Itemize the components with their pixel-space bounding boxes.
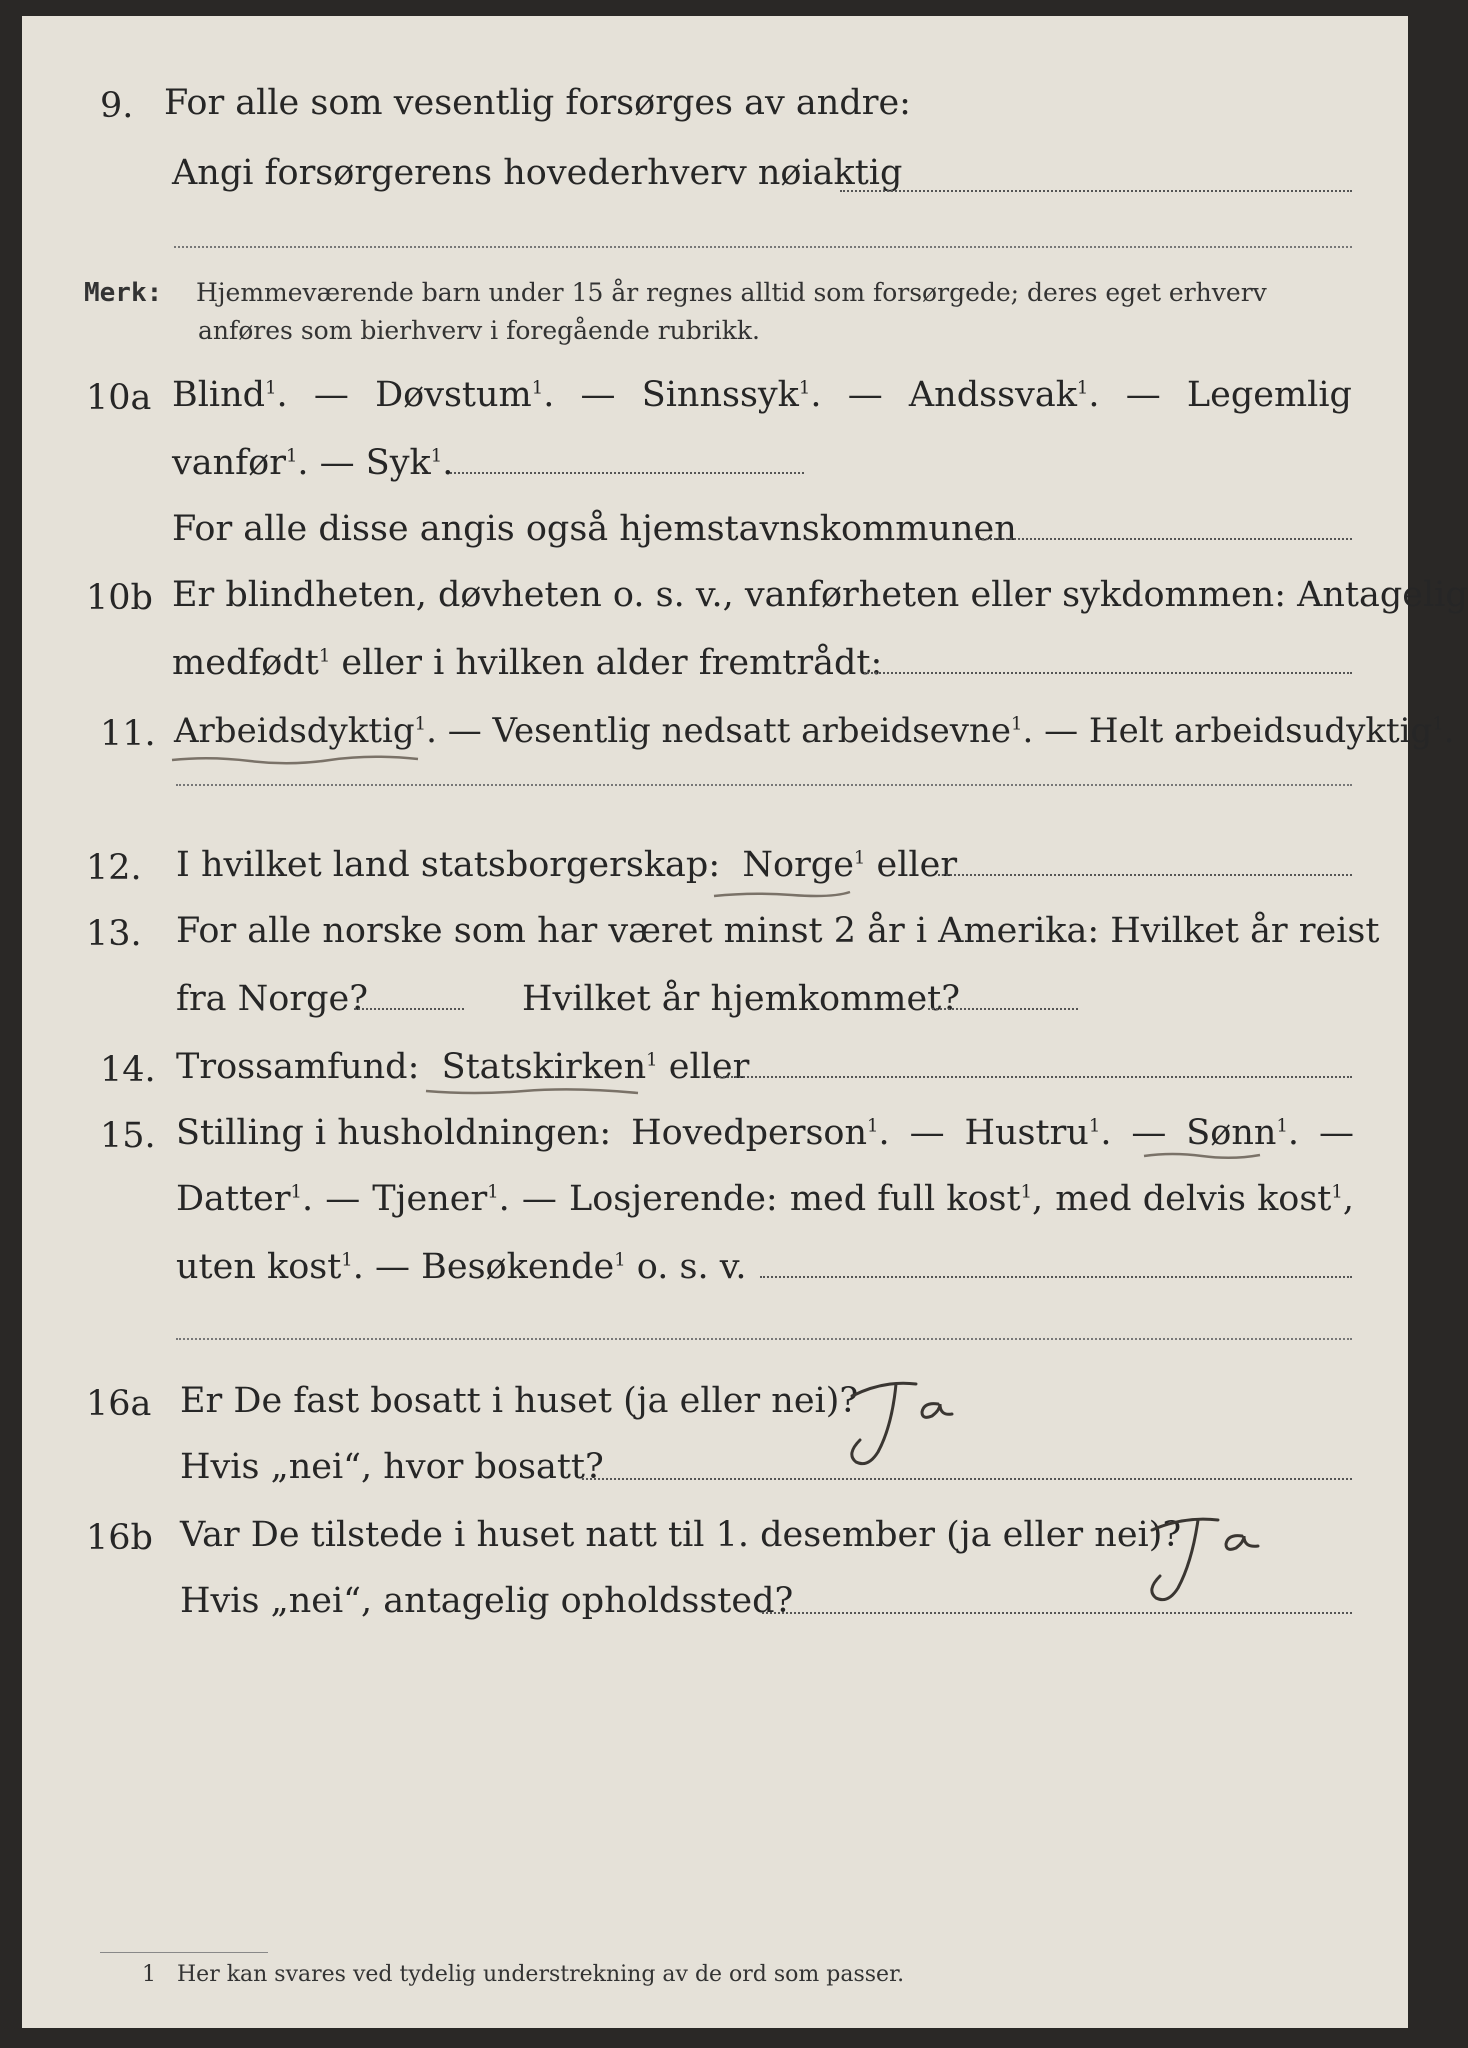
- reist-year-field[interactable]: [354, 1008, 464, 1010]
- q10b-answer-line[interactable]: [864, 672, 1352, 674]
- hustru-option: Hustru: [964, 1113, 1089, 1153]
- q11-answer-line[interactable]: [176, 784, 1352, 786]
- vanfor-option: vanfør: [172, 443, 286, 483]
- medfodt-option: medfødt: [172, 643, 319, 683]
- q10a-line3: For alle disse angis også hjemstavnskommunen: [172, 509, 1017, 549]
- sonn-underline: [1142, 1150, 1262, 1162]
- q13-fra-norge: fra Norge?: [176, 979, 368, 1019]
- q15-line3: uten kost$^1$. — Besøkende$^1$ o. s. v.: [176, 1247, 747, 1287]
- q16a-line1: Er De fast bosatt i huset (ja eller nei)?: [180, 1381, 859, 1421]
- syk-option: Syk: [365, 443, 431, 483]
- andssvak-option: Andssvak: [908, 375, 1077, 415]
- q10a-line2: vanfør$^1$. — Syk$^1$.: [172, 443, 454, 483]
- sinnssyk-option: Sinnssyk: [641, 375, 799, 415]
- q14-line: Trossamfund: Statskirken$^1$ eller: [176, 1047, 750, 1087]
- svg-text:Ja: Ja: [834, 1353, 848, 1370]
- helt-option: Helt arbeidsudyktig: [1088, 711, 1433, 751]
- sonn-option: Sønn: [1186, 1113, 1277, 1153]
- q13-line1: For alle norske som har været minst 2 år i Amerika: Hvilket år reist: [176, 911, 1380, 951]
- q9-answer-line[interactable]: [840, 190, 1352, 192]
- merk-line2: anføres som bierhverv i foregående rubrikk.: [198, 316, 760, 345]
- statskirken-option: Statskirken: [441, 1047, 647, 1087]
- q16b-number: 16b: [86, 1518, 153, 1558]
- q14-answer-line[interactable]: [716, 1076, 1352, 1078]
- q11-number: 11.: [100, 714, 156, 754]
- q12-line: I hvilket land statsborgerskap: Norge$^1$ eller: [176, 845, 958, 885]
- merk-label: Merk:: [84, 278, 163, 308]
- q9-line2: Angi forsørgerens hovederhverv nøiaktig: [172, 153, 903, 193]
- q16b-answer[interactable]: [1134, 1489, 1294, 1617]
- q15-line1: Stilling i husholdningen: Hovedperson$^1$. — Hustru$^1$. — Sønn$^1$. —: [176, 1113, 1354, 1153]
- statskirken-underline: [424, 1086, 640, 1098]
- q16b-line2: Hvis „nei“, antagelig opholdssted?: [180, 1581, 794, 1621]
- q10a-line1: Blind$^1$. — Døvstum$^1$. — Sinnssyk$^1$. — Andssvak$^1$. — Legemlig: [172, 375, 1352, 415]
- full-kost-option: med full kost: [789, 1179, 1021, 1219]
- hovedperson-option: Hovedperson: [631, 1113, 868, 1153]
- hjemstavn-answer-line[interactable]: [978, 538, 1352, 540]
- merk-line1: Hjemmeværende barn under 15 år regnes alltid som forsørgede; deres eget erhverv: [196, 278, 1267, 307]
- q9-number: 9.: [100, 86, 134, 126]
- q10b-line2: medfødt$^1$ eller i hvilken alder fremtrådt:: [172, 643, 883, 683]
- footnote-mark: 1: [142, 1962, 156, 1987]
- arbeidsdyktig-underline: [170, 754, 420, 766]
- q16b-line1: Var De tilstede i huset natt til 1. desember (ja eller nei)?: [180, 1515, 1182, 1555]
- q14-number: 14.: [100, 1050, 156, 1090]
- q16a-number: 16a: [86, 1384, 152, 1424]
- besokende-option: Besøkende: [421, 1247, 615, 1287]
- q10a-answer-line[interactable]: [450, 472, 804, 474]
- footnote: [142, 1962, 904, 1987]
- datter-option: Datter: [176, 1179, 291, 1219]
- q15-answer-line[interactable]: [760, 1276, 1352, 1278]
- q16a-answer[interactable]: [834, 1353, 984, 1481]
- norge-option: Norge: [742, 845, 854, 885]
- footnote-rule: [100, 1952, 268, 1953]
- q16a-handwriting: [834, 1353, 984, 1476]
- q13-number: 13.: [86, 914, 142, 954]
- q9-line1: For alle som vesentlig forsørges av andre:: [164, 83, 911, 123]
- q15-answer-line-2[interactable]: [176, 1338, 1352, 1340]
- q16b-answer-line[interactable]: [762, 1612, 1352, 1614]
- q9-answer-line-2[interactable]: [174, 246, 1352, 248]
- q12-answer-line[interactable]: [938, 874, 1352, 876]
- uten-kost-option: uten kost: [176, 1247, 342, 1287]
- q15-line2: Datter$^1$. — Tjener$^1$. — Losjerende: med full kost$^1$, med delvis kost$^1$,: [176, 1179, 1354, 1219]
- q16a-line2: Hvis „nei“, hvor bosatt?: [180, 1447, 604, 1487]
- form-page: [22, 16, 1468, 2028]
- arbeidsdyktig-option: Arbeidsdyktig: [174, 711, 415, 751]
- q10b-number: 10b: [86, 578, 153, 618]
- q16b-handwriting: [1134, 1489, 1294, 1612]
- q12-number: 12.: [86, 848, 142, 888]
- norge-underline: [712, 888, 852, 900]
- legemlig-option: Legemlig: [1186, 375, 1352, 415]
- hjemkommet-year-field[interactable]: [928, 1008, 1078, 1010]
- blind-option: Blind: [172, 375, 266, 415]
- q11-line1: Arbeidsdyktig$^1$. — Vesentlig nedsatt arbeidsevne$^1$. — Helt arbeidsudyktig$^1$.: [174, 711, 1455, 751]
- tjener-option: Tjener: [372, 1179, 488, 1219]
- q15-number: 15.: [100, 1116, 156, 1156]
- dovstum-option: Døvstum: [375, 375, 532, 415]
- delvis-kost-option: med delvis kost: [1055, 1179, 1332, 1219]
- vesentlig-option: Vesentlig nedsatt arbeidsevne: [492, 711, 1012, 751]
- q16a-answer-line[interactable]: [582, 1478, 1352, 1480]
- svg-text:Ja: Ja: [1134, 1489, 1148, 1506]
- q13-hjemkommet: Hvilket år hjemkommet?: [522, 979, 961, 1019]
- q10a-number: 10a: [86, 378, 152, 418]
- footnote-text: Her kan svares ved tydelig understrekning av de ord som passer.: [176, 1962, 905, 1987]
- q10b-line1: Er blindheten, døvheten o. s. v., vanførheten eller sykdommen: Antagelig: [172, 575, 1468, 615]
